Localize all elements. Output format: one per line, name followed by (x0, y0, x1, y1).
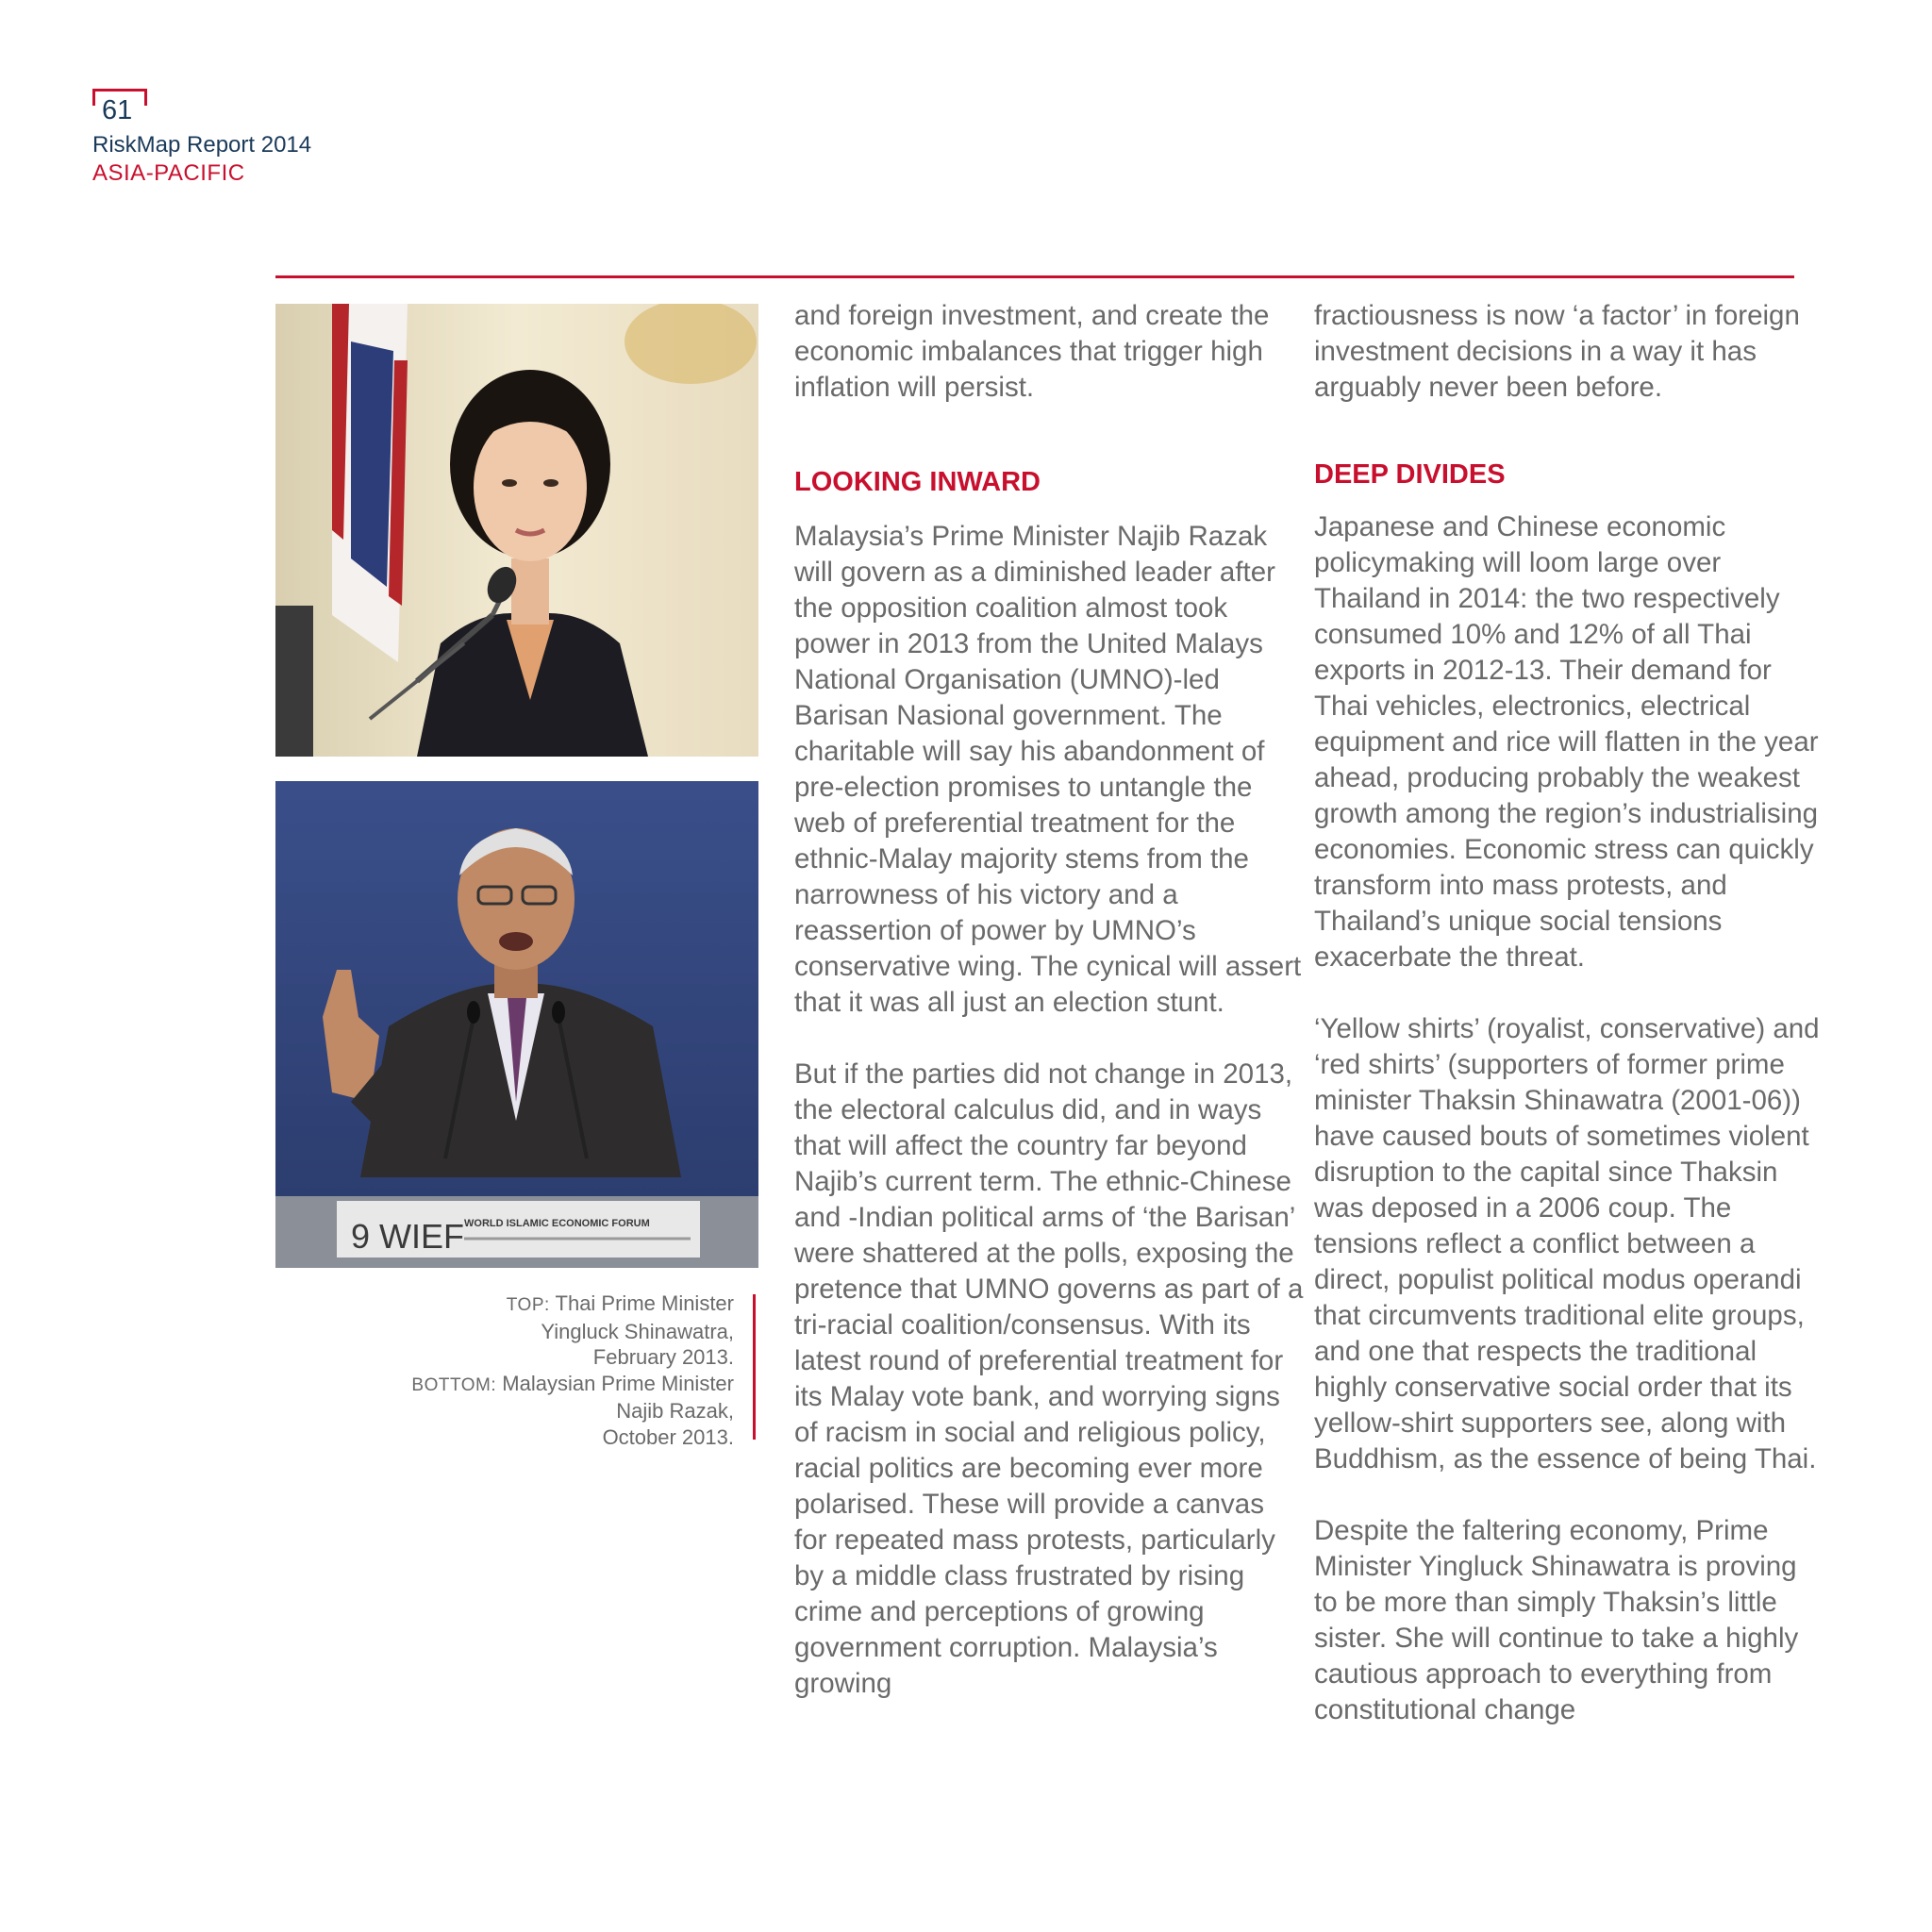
caption-top-tag: TOP: (506, 1295, 550, 1315)
right-paragraph-2: ‘Yellow shirts’ (royalist, conservative) and ‘red shirts’ (supporters of former prime minister Thaksin Shinawatra (2001-06)) have caused bouts of sometimes violent disruption to the capital since Thaksin was deposed in a 2006 coup. The tensions reflect a conflict between a direct, populist political modus operandi that circumvents traditional elite groups, and one that respects the traditional highly conservative social order that its yellow-shirt supporters see, along with Buddhism, as the essence of being Thai. (1314, 1013, 1820, 1474)
podium-sign-wief: WIEF (379, 1217, 464, 1256)
article-column-middle (794, 298, 1304, 1702)
section-label: ASIA-PACIFIC (92, 160, 245, 186)
caption-bottom-tag: BOTTOM: (411, 1374, 497, 1395)
middle-paragraph-2: But if the parties did not change in 2013, the electoral calculus did, and in ways that will affect the country far beyond Najib’s current term. The ethnic-Chinese and -Indian political arms of ‘the Barisan’ were shattered at the polls, exposing the pretence that UMNO governs as part of a tri-racial coalition/consensus. With its latest round of preferential treatment for its Malay vote bank, and worrying signs of racism in social and religious policy, racial politics are becoming ever more polarised. These will provide a canvas for repeated mass protests, particularly by a middle class frustrated by rising crime and perceptions of growing government corruption. Malaysia’s growing (794, 1058, 1304, 1699)
caption-bottom-line-1 (358, 1371, 734, 1399)
photo-top-illustration (275, 304, 758, 757)
caption-top-text-1: Thai Prime Minister (555, 1291, 734, 1315)
right-paragraph-1: Japanese and Chinese economic policymaking will loom large over Thailand in 2014: the two respectively consumed 10% and 12% of all Thai exports in 2012-13. Their demand for Thai vehicles, electronics, electrical equipment and rice will flatten in the year ahead, producing probably the weakest growth among the region’s industrialising economies. Economic stress can quickly transform into mass protests, and Thailand’s unique social tensions exacerbate the threat. (1314, 511, 1819, 973)
caption-bottom-line-3: October 2013. (602, 1424, 734, 1449)
podium-sign-number: 9 (351, 1217, 371, 1256)
right-paragraph-3: Despite the faltering economy, Prime Minister Yingluck Shinawatra is proving to be more than simply Thaksin’s little sister. She will continue to take a highly cautious approach to everything from constitutional change (1314, 1515, 1799, 1725)
caption-top-line-1 (358, 1291, 734, 1319)
photo-bottom-illustration (275, 781, 758, 1268)
caption-divider (753, 1294, 756, 1440)
report-title: RiskMap Report 2014 (92, 132, 312, 158)
photo-top-thai-prime-minister (275, 304, 758, 757)
caption-bottom-text-1: Malaysian Prime Minister (502, 1371, 734, 1395)
photo-caption (358, 1291, 734, 1450)
podium-sign-forum-name: WORLD ISLAMIC ECONOMIC FORUM (464, 1218, 650, 1229)
page-number: 61 (102, 95, 133, 125)
caption-bottom-line-2: Najib Razak, (616, 1399, 734, 1423)
middle-paragraph-1: Malaysia’s Prime Minister Najib Razak will govern as a diminished leader after the opposition coalition almost took power in 2013 from the United Malays National Organisation (UMNO)-led Barisan Nasional government. The charitable will say his abandonment of pre-election promises to untangle the web of preferential treatment for the ethnic-Malay majority stems from the narrowness of his victory and a reassertion of power by UMNO’s conservative wing. The cynical will assert that it was all just an election stunt. (794, 521, 1302, 1018)
heading-deep-divides: DEEP DIVIDES (1314, 459, 1506, 490)
article-column-right (1314, 298, 1824, 1728)
caption-top-line-2: Yingluck Shinawatra, (541, 1319, 734, 1343)
right-intro-paragraph: fractiousness is now ‘a factor’ in foreign investment decisions in a way it has arguably never been before. (1314, 300, 1800, 403)
caption-top-line-3: February 2013. (592, 1345, 734, 1369)
photo-bottom-malaysian-prime-minister (275, 781, 758, 1268)
top-divider (275, 275, 1794, 278)
heading-looking-inward: LOOKING INWARD (794, 467, 1041, 497)
middle-intro-paragraph: and foreign investment, and create the economic imbalances that trigger high inflation will persist. (794, 300, 1270, 403)
page-number-bracket (92, 89, 147, 129)
